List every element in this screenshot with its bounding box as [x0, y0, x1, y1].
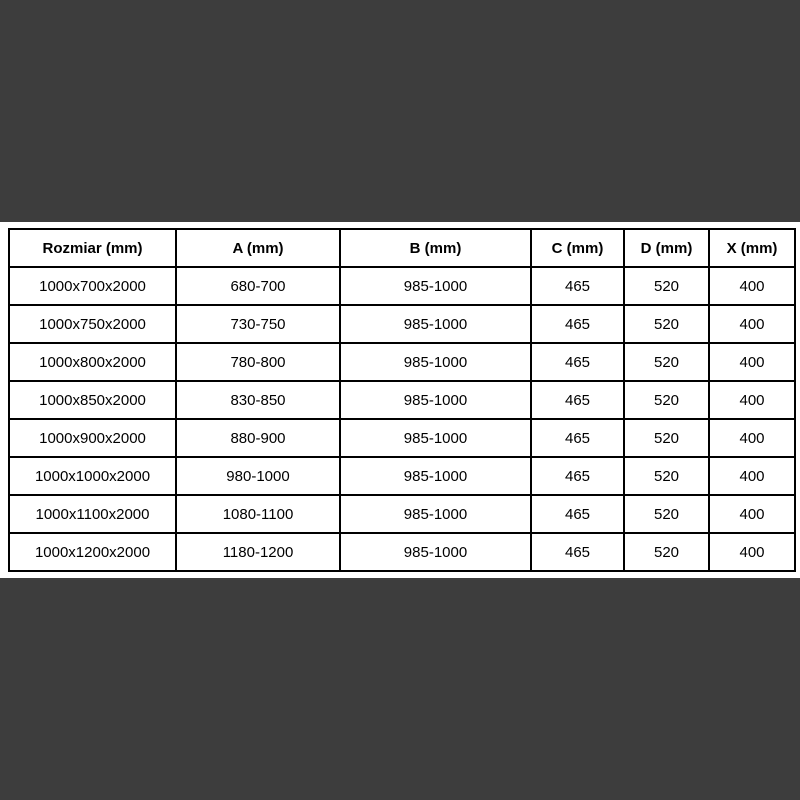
table-row: [9, 343, 795, 381]
size-spec-table: [8, 228, 796, 572]
content-panel: [0, 222, 800, 578]
table-cell: 985-1000: [340, 495, 531, 533]
table-cell: 1080-1100: [176, 495, 340, 533]
table-cell: 400: [709, 533, 795, 571]
table-row: [9, 533, 795, 571]
table-cell: 985-1000: [340, 419, 531, 457]
table-cell: 880-900: [176, 419, 340, 457]
table-cell: 520: [624, 533, 709, 571]
table-row: [9, 381, 795, 419]
table-cell: 985-1000: [340, 381, 531, 419]
column-header-c: C (mm): [531, 229, 624, 267]
table-cell: 520: [624, 305, 709, 343]
column-header-a: A (mm): [176, 229, 340, 267]
column-header-rozmiar: Rozmiar (mm): [9, 229, 176, 267]
table-cell: 520: [624, 381, 709, 419]
table-cell: 1000x900x2000: [9, 419, 176, 457]
table-cell: 400: [709, 495, 795, 533]
table-row: [9, 267, 795, 305]
table-cell: 520: [624, 457, 709, 495]
table-cell: 985-1000: [340, 343, 531, 381]
table-cell: 1000x700x2000: [9, 267, 176, 305]
table-cell: 520: [624, 419, 709, 457]
table-cell: 400: [709, 419, 795, 457]
table-row: [9, 419, 795, 457]
table-cell: 1000x750x2000: [9, 305, 176, 343]
column-header-b: B (mm): [340, 229, 531, 267]
table-cell: 465: [531, 267, 624, 305]
table-row: [9, 457, 795, 495]
table-cell: 465: [531, 343, 624, 381]
table-cell: 730-750: [176, 305, 340, 343]
table-cell: 400: [709, 267, 795, 305]
table-cell: 985-1000: [340, 533, 531, 571]
table-cell: 830-850: [176, 381, 340, 419]
table-cell: 1000x1100x2000: [9, 495, 176, 533]
table-cell: 465: [531, 533, 624, 571]
table-row: [9, 305, 795, 343]
table-cell: 1000x850x2000: [9, 381, 176, 419]
table-cell: 985-1000: [340, 305, 531, 343]
table-cell: 985-1000: [340, 267, 531, 305]
table-cell: 465: [531, 419, 624, 457]
table-cell: 1000x1000x2000: [9, 457, 176, 495]
table-cell: 400: [709, 343, 795, 381]
table-cell: 1000x1200x2000: [9, 533, 176, 571]
table-cell: 465: [531, 457, 624, 495]
table-cell: 465: [531, 305, 624, 343]
table-row: [9, 495, 795, 533]
table-cell: 780-800: [176, 343, 340, 381]
table-cell: 1000x800x2000: [9, 343, 176, 381]
table-cell: 520: [624, 495, 709, 533]
table-header-row: [9, 229, 795, 267]
column-header-x: X (mm): [709, 229, 795, 267]
table-cell: 465: [531, 381, 624, 419]
table-cell: 1180-1200: [176, 533, 340, 571]
table-cell: 400: [709, 381, 795, 419]
table-cell: 680-700: [176, 267, 340, 305]
table-cell: 520: [624, 343, 709, 381]
table-cell: 400: [709, 305, 795, 343]
table-cell: 400: [709, 457, 795, 495]
table-cell: 465: [531, 495, 624, 533]
table-cell: 520: [624, 267, 709, 305]
column-header-d: D (mm): [624, 229, 709, 267]
table-cell: 985-1000: [340, 457, 531, 495]
table-cell: 980-1000: [176, 457, 340, 495]
